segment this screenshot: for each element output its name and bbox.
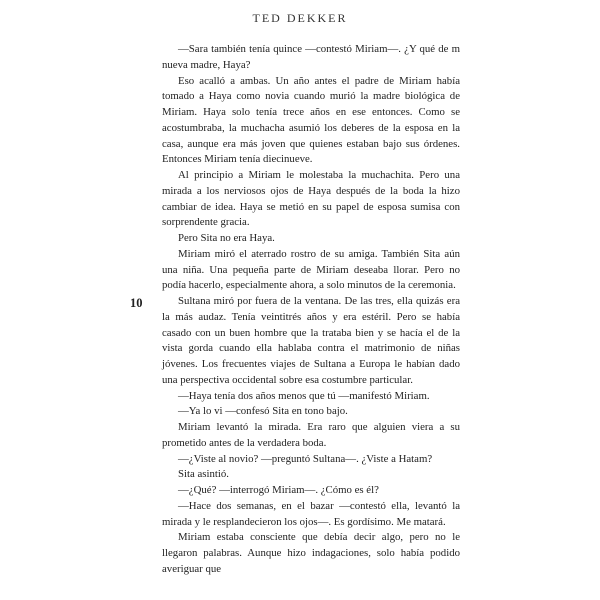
paragraph: Eso acalló a ambas. Un año antes el padre de Miriam había tomado a Haya como novia cuando murió la madre biológica de Miriam. Haya solo tenía trece años en ese entonces. Como se acostumbraba, la muchacha asumió los deberes de la esposa en la casa, aunque era más joven que quienes estaban bajo sus órdenes. Entonces Miriam tenía diecinueve. [162,74,460,166]
paragraph: Pero Sita no era Haya. [178,232,275,244]
paragraph: Miriam miró el aterrado rostro de su amiga. También Sita aún una niña. Una pequeña parte de Miriam deseaba llorar. Pero no podía hacerlo, especialmente ahora, a solo minutos de la ceremonia. [162,247,460,292]
paragraph: —Haya tenía dos años menos que tú —manifestó Miriam. [178,389,430,402]
paragraph: —Hace dos semanas, en el bazar —contestó ella, levantó la mirada y le resplandecieron los ojos—. Es gordísimo. Me matará. [162,499,460,528]
paragraph: —Ya lo vi —confesó Sita en tono bajo. [178,405,348,418]
paragraph: Miriam estaba consciente que debía decir algo, pero no le llegaron palabras. Aunque hizo indagaciones, solo había podido averiguar que [162,531,460,575]
paragraph: Sultana miró por fuera de la ventana. De las tres, ella quizás era la más audaz. Tenía veintitrés años y era estéril. Pero se había casado con un buen hombre que la trataba bien y se hacía el de la vista gorda cuando ella hablaba contra el matrimonio de niñas jóvenes. Los frecuentes viajes de Sultana a Europa le habían dado una perspectiva occidental sobre esa costumbre particular. [162,295,460,386]
paragraph: —¿Qué? —interrogó Miriam—. ¿Cómo es él? [178,484,379,496]
paragraph: —¿Viste al novio? —preguntó Sultana—. ¿Viste a Hatam? [178,452,433,465]
page-number: 10 [130,296,143,310]
paragraph: Al principio a Miriam le molestaba la muchachita. Pero una mirada a los nerviosos ojos de Haya después de la boda la hizo cambiar de idea. Haya se metió en su papel de esposa sumisa con sorprendente gracia. [162,169,460,229]
paragraph: —Sara también tenía quince —contestó Miriam—. ¿Y qué de m nueva madre, Haya? [162,43,460,71]
paragraph: Sita asintió. [178,468,229,481]
body-text [162,42,460,578]
paragraph: Miriam levantó la mirada. Era raro que alguien viera a su prometido antes de la verdadera boda. [162,421,460,449]
running-head: TED DEKKER [252,11,348,25]
